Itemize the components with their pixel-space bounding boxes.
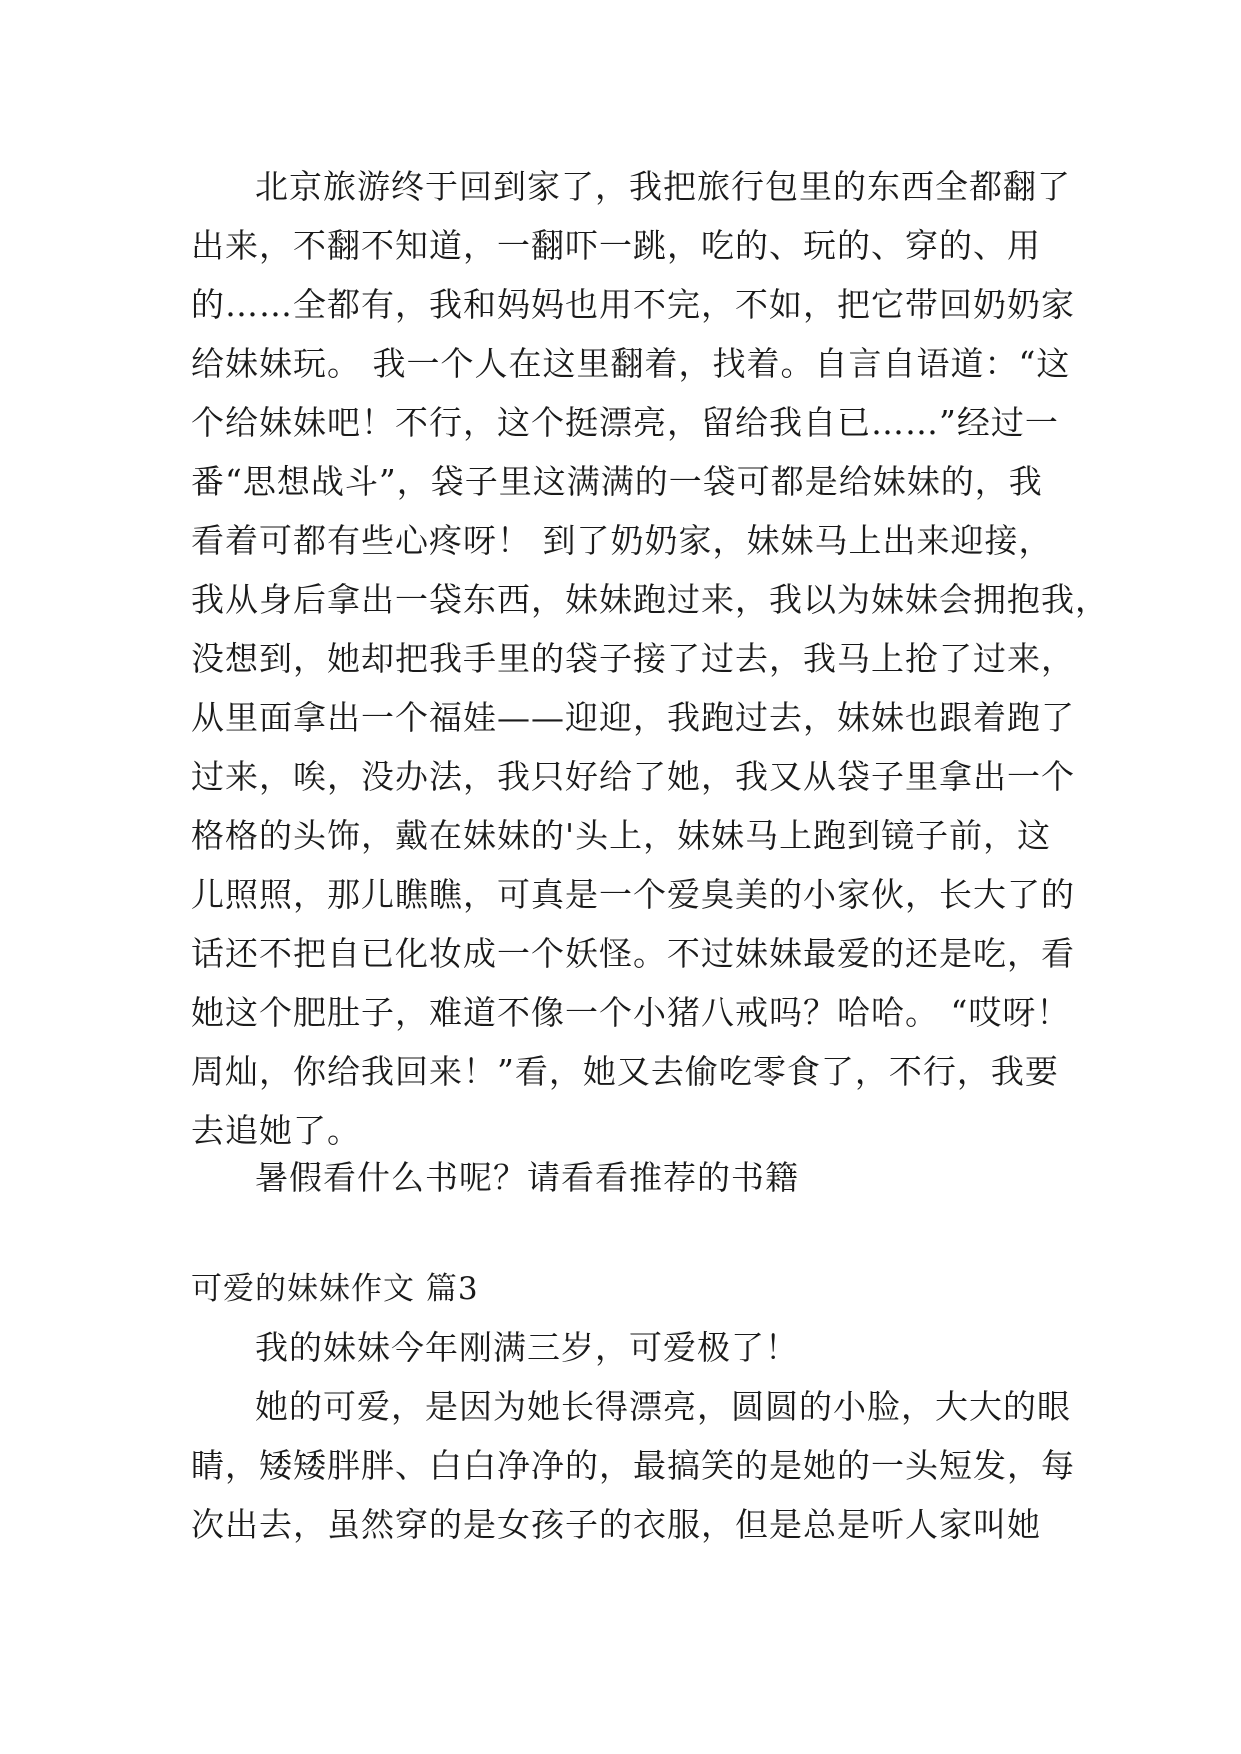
- paragraph-line: 次出去，虽然穿的是女孩子的衣服，但是总是听人家叫她: [191, 1505, 1041, 1544]
- paragraph-line: 过来，唉，没办法，我只好给了她，我又从袋子里拿出一个: [191, 757, 1075, 796]
- paragraph-line: 个给妹妹吧！不行，这个挺漂亮，留给我自已……”经过一: [191, 403, 1059, 442]
- paragraph-line: 睛，矮矮胖胖、白白净净的，最搞笑的是她的一头短发，每: [191, 1446, 1075, 1485]
- paragraph-line: 的……全都有，我和妈妈也用不完，不如，把它带回奶奶家: [191, 285, 1075, 324]
- section-heading: [191, 1260, 1071, 1319]
- paragraph-line: 我从身后拿出一袋东西，妹妹跑过来，我以为妹妹会拥抱我，: [191, 580, 1109, 619]
- paragraph-line: 从里面拿出一个福娃——迎迎，我跑过去，妹妹也跟着跑了: [191, 698, 1075, 737]
- paragraph-line: 我的妹妹今年刚满三岁，可爱极了！: [255, 1328, 799, 1367]
- paragraph-line: 暑假看什么书呢？请看看推荐的书籍: [255, 1158, 799, 1197]
- paragraph-line: 给妹妹玩。 我一个人在这里翻着，找着。自言自语道：“这: [191, 344, 1071, 383]
- paragraph-line: 话还不把自已化妆成一个妖怪。不过妹妹最爱的还是吃，看: [191, 934, 1075, 973]
- paragraph-2: [191, 1148, 1071, 1207]
- paragraph-line: 看着可都有些心疼呀！ 到了奶奶家，妹妹马上出来迎接，: [191, 521, 1053, 560]
- paragraph-line: 去追她了。: [191, 1111, 361, 1150]
- paragraph-3: [191, 1318, 1071, 1377]
- paragraph-line: 番“思想战斗”，袋子里这满满的一袋可都是给妹妹的，我: [191, 462, 1043, 501]
- paragraph-line: 北京旅游终于回到家了，我把旅行包里的东西全都翻了: [255, 167, 1071, 206]
- paragraph-line: 周灿，你给我回来！”看，她又去偷吃零食了，不行，我要: [191, 1052, 1059, 1091]
- paragraph-line: 她这个肥肚子，难道不像一个小猪八戒吗？哈哈。 “哎呀！: [191, 993, 1071, 1032]
- paragraph-line: 儿照照，那儿瞧瞧，可真是一个爱臭美的小家伙，长大了的: [191, 875, 1075, 914]
- paragraph-1: [191, 157, 1109, 1160]
- paragraph-line: 没想到，她却把我手里的袋子接了过去，我马上抢了过来，: [191, 639, 1075, 678]
- paragraph-4: [191, 1377, 1075, 1554]
- section-title: 可爱的妹妹作文 篇3: [191, 1271, 479, 1307]
- paragraph-line: 她的可爱，是因为她长得漂亮，圆圆的小脸，大大的眼: [255, 1387, 1071, 1426]
- paragraph-line: 格格的头饰，戴在妹妹的'头上，妹妹马上跑到镜子前，这: [191, 816, 1052, 855]
- paragraph-line: 出来，不翻不知道，一翻吓一跳，吃的、玩的、穿的、用: [191, 226, 1041, 265]
